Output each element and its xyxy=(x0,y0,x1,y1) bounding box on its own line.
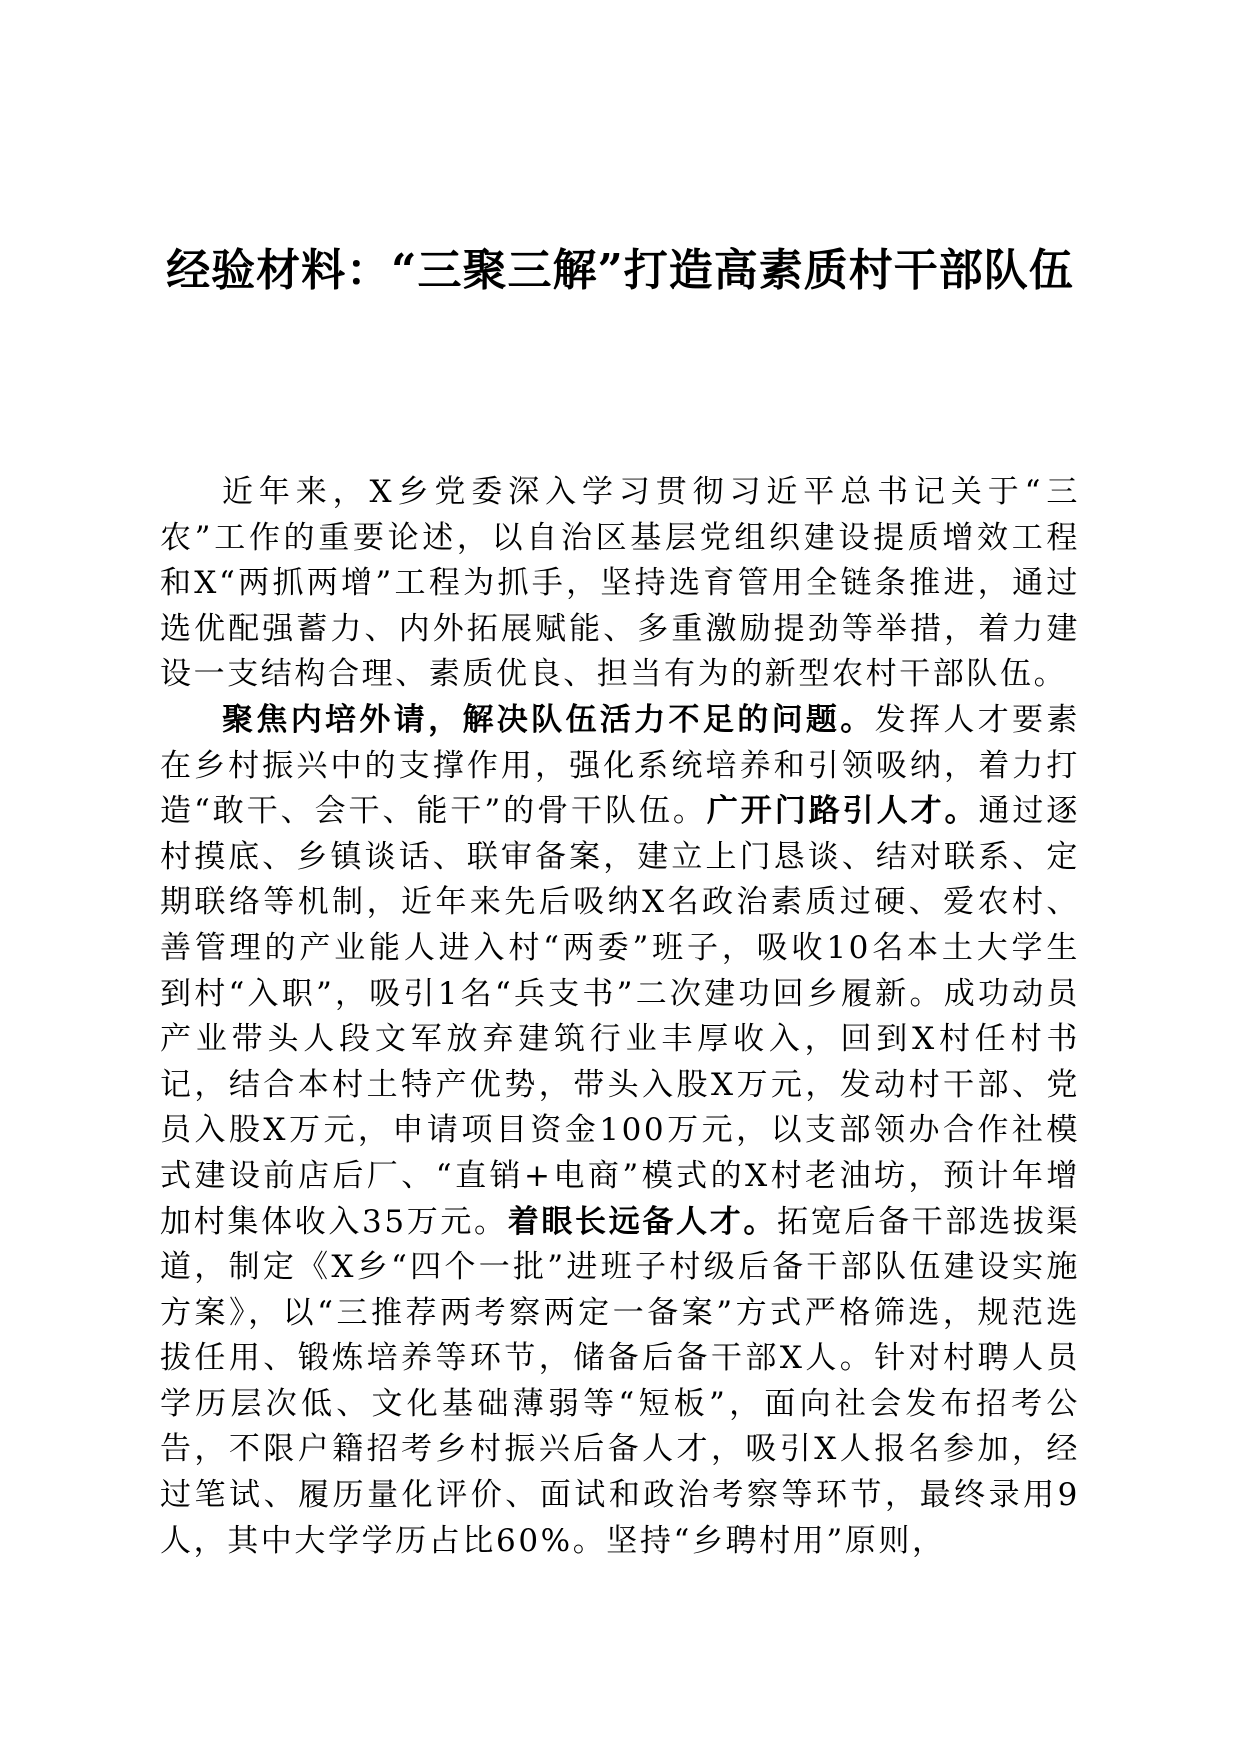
subheading-reserve-talent: 着眼长远备人才。 xyxy=(507,1203,778,1240)
subheading-recruit-talent: 广开门路引人才。 xyxy=(706,793,979,830)
document-body xyxy=(160,470,1080,1564)
section-heading: 聚焦内培外请，解决队伍活力不足的问题。 xyxy=(222,701,875,738)
document-title: 经验材料：“三聚三解”打造高素质村干部队伍 xyxy=(166,245,1074,296)
reserve-talent-text: 拓宽后备干部选拔渠道，制定《X乡“四个一批”进班子村级后备干部队伍建设实施方案》，以“三推荐两考察两定一备案”方式严格筛选，规范选拔任用、锻炼培养等环节，储备后备干部X人。针对村聘人员学历层次低、文化基础薄弱等“短板”，面向社会发布招考公告，不限户籍招考乡村振兴后备人才，吸引X人报名参加，经过笔试、履历量化评价、面试和政治考察等环节，最终录用9人，其中大学学历占比60%。坚持“乡聘村用”原则， xyxy=(160,1203,1080,1559)
recruit-talent-text: 通过逐村摸底、乡镇谈话、联审备案，建立上门恳谈、结对联系、定期联络等机制，近年来先后吸纳X名政治素质过硬、爱农村、善管理的产业能人进入村“两委”班子，吸收10名本土大学生到村“入职”，吸引1名“兵支书”二次建功回乡履新。成功动员产业带头人段文军放弃建筑行业丰厚收入，回到X村任村书记，结合本村土特产优势，带头入股X万元，发动村干部、党员入股X万元，申请项目资金100万元，以支部领办合作社模式建设前店后厂、“直销+电商”模式的X村老油坊，预计年增加村集体收入35万元。 xyxy=(160,793,1080,1240)
section-paragraph xyxy=(160,698,1080,1564)
section-intro-text: 发挥人才要素在乡村振兴中的支撑作用，强化系统培养和引领吸纳，着力打造“敢干、会干、能干”的骨干队伍。 xyxy=(160,701,1080,830)
intro-paragraph: 近年来，X乡党委深入学习贯彻习近平总书记关于“三农”工作的重要论述，以自治区基层党组织建设提质增效工程和X“两抓两增”工程为抓手，坚持选育管用全链条推进，通过选优配强蓄力、内外拓展赋能、多重激励提劲等举措，着力建设一支结构合理、素质优良、担当有为的新型农村干部队伍。 xyxy=(160,474,1080,693)
document-page xyxy=(160,0,1080,1754)
